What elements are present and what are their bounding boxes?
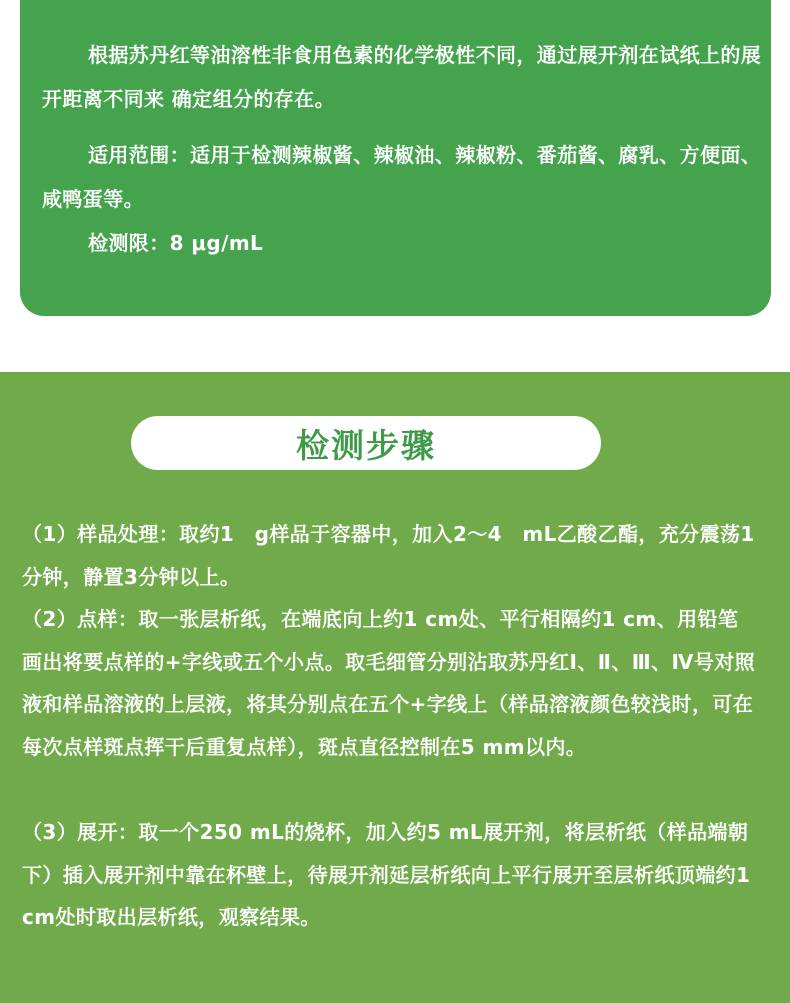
intro-card xyxy=(20,0,771,316)
detection-limit-text: 检测限：8 μg/mL xyxy=(88,231,264,255)
step-development: （3）展开：取一个250 mL的烧杯，加入约5 mL展开剂，将层析纸（样品端朝下）插入展开剂中靠在杯壁上，待展开剂延层析纸向上平行展开至层析纸顶端约1 cm处时取出层析纸，观察结果。 xyxy=(22,820,751,929)
section-title: 检测步骤 xyxy=(296,425,436,465)
scope-text: 适用范围：适用于检测辣椒酱、辣椒油、辣椒粉、番茄酱、腐乳、方便面、咸鸭蛋等。 xyxy=(42,143,762,211)
steps-section xyxy=(0,372,790,1003)
section-title-banner xyxy=(131,416,601,470)
step-spotting: （2）点样：取一张层析纸，在端底向上约1 cm处、平行相隔约1 cm、用铅笔画出将要点样的+字线或五个小点。取毛细管分别沾取苏丹红Ⅰ、Ⅱ、Ⅲ、Ⅳ号对照液和样品溶液的上层液，将其分别点在五个+字线上（样品溶液颜色较浅时，可在每次点样斑点挥干后重复点样），斑点直径控制在5 mm以内。 xyxy=(22,607,756,759)
step-sample-processing: （1）样品处理：取约1 g样品于容器中，加入2～4 mL乙酸乙酯，充分震荡1分钟，静置3分钟以上。 xyxy=(22,522,755,589)
principle-text: 根据苏丹红等油溶性非食用色素的化学极性不同，通过展开剂在试纸上的展开距离不同来 确定组分的存在。 xyxy=(42,43,762,111)
